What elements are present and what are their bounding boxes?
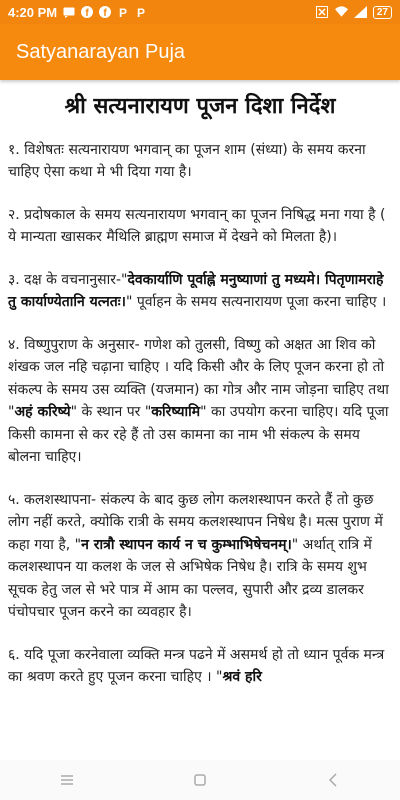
svg-text:f: f [102, 8, 107, 18]
app-title: Satyanarayan Puja [16, 40, 186, 63]
article-paragraph [8, 334, 392, 469]
paragraph-text: ५. कलशस्थापना- संकल्प के बाद कुछ लोग कलशस्थापन करते हैं तो कुछ लोग नहीं करते, क्योकि रात्री के समय कलशस्थापन निषेध है। मत्स पुराण में कहा गया है, " [8, 491, 383, 553]
paragraph-text: " पूर्वाहन के समय सत्यनारायण पूजा करना चाहिए । [125, 294, 387, 311]
sanskrit-quote: देवकार्याणि पूर्वाह्ने मनुष्याणां तु मध्यमे। पितृणामराहे तु कार्याण्येतानि यत्नतः। [8, 271, 384, 311]
paragraph-text: " अर्थात् रात्रि में कलशस्थापन या कलश के जल से अभिषेक निषेध है। रात्रि के समय शुभ सूचक हेतु जल से भरे पात्र में आम का पल्लव, सुपारी और द्रव्य डालकर पंचोपचार पूजन करने का व्यवहार है। [8, 536, 372, 621]
article-paragraph [8, 269, 392, 314]
article-paragraph [8, 644, 392, 689]
back-button[interactable] [313, 760, 353, 800]
svg-text:P: P [136, 6, 145, 18]
signal-icon [354, 6, 367, 19]
article-content[interactable] [0, 80, 400, 760]
paragraph-text: ६. यदि पूजा करनेवाला व्यक्ति मन्त्र पढने में असमर्थ हो तो ध्यान पूर्वक मन्त्र का श्रवण करते हुए पूजन करना चाहिए । " [8, 646, 385, 686]
article-paragraph [8, 204, 392, 249]
status-bar [0, 0, 400, 24]
battery-indicator [373, 6, 392, 19]
article-paragraph [8, 489, 392, 624]
paragraph-text: ३. दक्ष के वचनानुसार-" [8, 271, 128, 288]
battery-level: 27 [376, 6, 388, 18]
sanskrit-quote: श्रवं हरि [222, 669, 262, 686]
home-button[interactable] [180, 760, 220, 800]
status-left [8, 5, 147, 20]
status-time: 4:20 PM [8, 4, 58, 20]
paragraph-text: " के स्थान पर " [70, 404, 152, 421]
message-icon [62, 6, 75, 19]
facebook-icon [80, 6, 93, 19]
status-right [316, 6, 392, 19]
sanskrit-quote: करिष्यामि [151, 404, 201, 421]
sanskrit-quote: न रात्रौ स्थापन कार्य न च कुम्भाभिषेचनम्। [81, 536, 292, 553]
article-title: श्री सत्यनारायण पूजन दिशा निर्देश [64, 94, 336, 119]
home-square-icon [194, 774, 206, 786]
recents-button[interactable] [47, 760, 87, 800]
recents-menu-icon [60, 774, 74, 786]
svg-text:P: P [118, 6, 127, 18]
article-paragraph [8, 139, 392, 184]
article-paragraphs [8, 139, 392, 689]
sanskrit-quote: अहं करिष्ये [14, 404, 71, 421]
close-x-box-icon [316, 6, 329, 19]
navigation-bar [0, 760, 400, 800]
svg-text:f: f [84, 8, 89, 18]
p-app-icon [116, 6, 129, 19]
paragraph-text: १. विशेषतः सत्यनारायण भगवान् का पूजन शाम (संध्या) के समय करना चाहिए ऐसा कथा मे भी दिया गया है। [8, 141, 366, 181]
paragraph-text: २. प्रदोषकाल के समय सत्यनारायण भगवान् का पूजन निषिद्ध मना गया है ( ये मान्यता खासकर मैथिलि ब्राह्मण समाज में देखने को मिलता है)। [8, 206, 386, 246]
paragraph-text: " का उपयोग करना चाहिए। यदि पूजा किसी कामना से कर रहे हैं तो उस कामना का नाम भी संकल्प के समय बोलना चाहिए। [8, 404, 389, 466]
back-chevron-icon [328, 773, 338, 787]
paragraph-text: ४. विष्णुपुराण के अनुसार- गणेश को तुलसी, विष्णु को अक्षत आ शिव को शंखक जल नहि चढ़ाना चाहिए । यदि किसी और के लिए पूजन करना हो तो संकल्प के समय उस व्यक्ति (यजमान) का गोत्र और नाम जोड़ना चाहिए तथा " [8, 336, 389, 421]
p-app-icon [134, 6, 147, 19]
app-bar [0, 24, 400, 80]
wifi-icon [335, 6, 348, 19]
facebook-icon [98, 6, 111, 19]
